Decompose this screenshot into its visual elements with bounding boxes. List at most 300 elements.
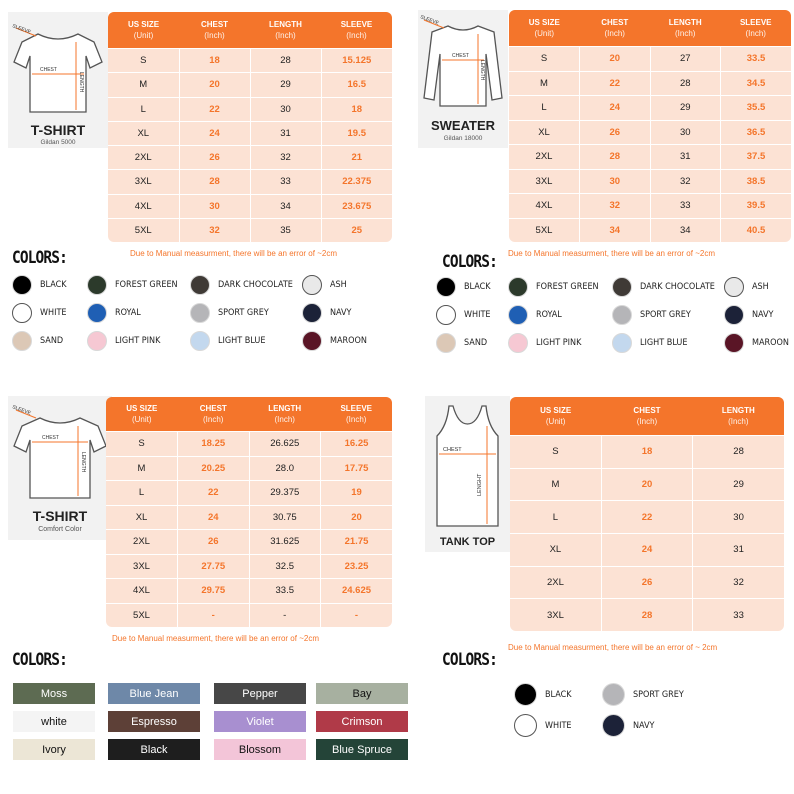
table-row	[106, 579, 392, 604]
table-cell: 38.5	[721, 169, 792, 194]
color-name: ASH	[330, 280, 347, 290]
table-row	[510, 566, 784, 599]
color-dot	[190, 275, 210, 295]
size-table-sweater	[509, 10, 791, 242]
color-chip[interactable]: Ivory	[13, 739, 95, 760]
diagram-label-sleeve: SLEEVE	[419, 14, 440, 27]
table-row	[108, 194, 392, 218]
color-chip[interactable]: Bay	[316, 683, 408, 704]
column-title: US SIZE	[126, 404, 158, 413]
color-name: FOREST GREEN	[115, 280, 178, 290]
table-cell: 5XL	[108, 218, 179, 242]
product-card-tshirt-gildan	[8, 12, 108, 148]
table-cell: S	[106, 432, 178, 457]
column-header	[108, 12, 179, 49]
column-header	[721, 10, 792, 47]
color-name: LIGHT BLUE	[640, 338, 688, 348]
column-unit: (Inch)	[604, 29, 625, 38]
column-header	[693, 397, 784, 436]
table-cell: 4XL	[106, 579, 178, 604]
color-dot	[190, 303, 210, 323]
color-swatch[interactable]	[12, 303, 67, 323]
table-cell: 2XL	[106, 530, 178, 555]
color-swatch[interactable]	[612, 333, 687, 353]
table-cell: L	[510, 501, 601, 534]
column-unit: (Inch)	[636, 417, 658, 426]
table-row	[108, 49, 392, 73]
column-unit: (Inch)	[728, 417, 749, 426]
measurement-note: Due to Manual measurment, there will be an error of ~2cm	[130, 249, 337, 258]
color-dot	[508, 305, 528, 325]
table-row	[509, 96, 791, 121]
table-row	[510, 501, 784, 534]
column-unit: (Unit)	[133, 31, 154, 40]
column-unit: (Unit)	[131, 415, 152, 424]
color-swatch[interactable]	[508, 333, 581, 353]
table-cell: L	[106, 481, 178, 506]
color-swatch[interactable]	[302, 303, 352, 323]
table-row	[106, 481, 392, 506]
table-cell: 22	[178, 481, 250, 506]
table-cell: 33	[693, 599, 784, 631]
column-header	[106, 397, 178, 432]
color-dot	[436, 305, 456, 325]
table-row	[509, 71, 791, 96]
table-cell: 20	[179, 73, 250, 97]
table-row	[108, 146, 392, 170]
color-name: LIGHT BLUE	[218, 336, 266, 346]
table-cell: 29	[650, 96, 721, 121]
table-cell: 32	[179, 218, 250, 242]
colors-heading: COLORS:	[442, 252, 497, 272]
color-name: ROYAL	[115, 308, 141, 318]
column-header	[178, 397, 250, 432]
table-row	[108, 73, 392, 97]
table-cell: 30	[250, 97, 321, 121]
table-row	[510, 599, 784, 631]
color-name: MAROON	[330, 336, 367, 346]
table-cell: 26	[580, 120, 651, 145]
color-chip[interactable]: Black	[108, 739, 200, 760]
table-cell: 3XL	[108, 170, 179, 194]
table-cell: 29.375	[249, 481, 321, 506]
table-cell: 34	[580, 218, 651, 242]
table-cell: 2XL	[108, 146, 179, 170]
color-chip[interactable]: white	[13, 711, 95, 732]
colors-heading: COLORS:	[12, 650, 67, 670]
color-chip[interactable]: Crimson	[316, 711, 408, 732]
color-swatch[interactable]	[724, 333, 789, 353]
color-dot	[12, 303, 32, 323]
column-header	[580, 10, 651, 47]
color-name: SAND	[40, 336, 64, 346]
column-header	[650, 10, 721, 47]
table-row	[106, 505, 392, 530]
color-dot	[436, 333, 456, 353]
color-name: NAVY	[633, 720, 655, 731]
table-cell: -	[321, 603, 393, 627]
color-dot	[724, 277, 744, 297]
table-cell: 20	[601, 468, 692, 501]
diagram-label-chest: CHEST	[42, 435, 59, 441]
color-swatch[interactable]	[508, 277, 599, 297]
diagram-label-chest: CHEST	[452, 53, 469, 59]
table-cell: 22	[179, 97, 250, 121]
table-cell: 35	[250, 218, 321, 242]
table-row	[509, 218, 791, 242]
table-cell: 28	[650, 71, 721, 96]
table-cell: 31	[250, 121, 321, 145]
color-name: SPORT GREY	[633, 689, 684, 700]
table-cell: XL	[108, 121, 179, 145]
table-cell: 29	[693, 468, 784, 501]
product-card-tanktop	[425, 396, 510, 552]
product-name: TANK TOP	[439, 536, 496, 548]
color-name: WHITE	[545, 720, 572, 731]
table-cell: 19.5	[321, 121, 392, 145]
color-dot	[514, 714, 537, 737]
table-cell: 28	[601, 599, 692, 631]
tshirt-diagram	[8, 396, 112, 508]
table-cell: 34	[250, 194, 321, 218]
color-name: NAVY	[330, 308, 352, 318]
table-cell: 33	[250, 170, 321, 194]
color-swatch[interactable]	[12, 275, 67, 295]
color-dot	[724, 305, 744, 325]
table-row	[108, 170, 392, 194]
table-cell: 3XL	[510, 599, 601, 631]
table-cell: -	[249, 603, 321, 627]
table-cell: S	[509, 47, 580, 72]
color-swatch[interactable]	[436, 305, 491, 325]
table-cell: 21.75	[321, 530, 393, 555]
color-name: SPORT GREY	[640, 310, 691, 320]
column-header	[510, 397, 601, 436]
product-card-tshirt-comfort	[8, 396, 112, 540]
column-unit: (Inch)	[745, 29, 766, 38]
color-name: BLACK	[545, 689, 572, 700]
column-title: SLEEVE	[340, 404, 373, 413]
table-cell: 25	[321, 218, 392, 242]
table-cell: 28	[250, 49, 321, 73]
table-row	[108, 97, 392, 121]
color-name: LIGHT PINK	[115, 336, 161, 346]
table-cell: M	[509, 71, 580, 96]
tanktop-diagram	[425, 396, 510, 536]
table-cell: 35.5	[721, 96, 792, 121]
table-cell: 15.125	[321, 49, 392, 73]
color-name: WHITE	[464, 310, 491, 320]
column-header	[250, 12, 321, 49]
size-table-tanktop	[510, 397, 784, 631]
table-cell: 20	[321, 505, 393, 530]
table-cell: 40.5	[721, 218, 792, 242]
color-chip[interactable]: Blue Jean	[108, 683, 200, 704]
table-cell: 30	[650, 120, 721, 145]
table-cell: 30	[179, 194, 250, 218]
table-cell: 20	[580, 47, 651, 72]
column-title: US SIZE	[127, 20, 160, 29]
table-cell: 39.5	[721, 194, 792, 219]
column-title: CHEST	[200, 20, 229, 29]
product-sub: Gildan 18000	[443, 135, 483, 142]
table-row	[108, 218, 392, 242]
table-cell: 3XL	[509, 169, 580, 194]
table-cell: M	[106, 456, 178, 481]
table-cell: 24	[601, 533, 692, 566]
color-dot	[612, 277, 632, 297]
column-title: LENGTH	[268, 404, 302, 413]
column-title: CHEST	[199, 404, 227, 413]
column-unit: (Inch)	[675, 29, 696, 38]
color-dot	[190, 331, 210, 351]
table-cell: 32	[650, 169, 721, 194]
table-cell: 28	[693, 436, 784, 469]
size-table-tshirt-gildan	[108, 12, 392, 242]
product-card-sweater	[418, 10, 508, 148]
table-row	[106, 530, 392, 555]
product-sub: Comfort Color	[38, 526, 82, 533]
color-swatch[interactable]	[508, 305, 562, 325]
color-name: ROYAL	[536, 310, 562, 320]
color-dot	[612, 333, 632, 353]
table-cell: 27.75	[178, 554, 250, 579]
color-dot	[514, 683, 537, 706]
color-swatch[interactable]	[87, 331, 160, 351]
table-cell: 31	[650, 145, 721, 170]
table-cell: XL	[509, 120, 580, 145]
color-name: WHITE	[40, 308, 67, 318]
color-name: FOREST GREEN	[536, 282, 599, 292]
table-cell: 18	[321, 97, 392, 121]
table-cell: L	[108, 97, 179, 121]
table-cell: 24.625	[321, 579, 393, 604]
color-swatch[interactable]	[190, 331, 265, 351]
table-cell: 3XL	[106, 554, 178, 579]
table-cell: 17.75	[321, 456, 393, 481]
color-chip[interactable]: Blue Spruce	[316, 739, 408, 760]
table-cell: M	[108, 73, 179, 97]
table-cell: 16.5	[321, 73, 392, 97]
table-cell: 28	[580, 145, 651, 170]
color-dot	[87, 303, 107, 323]
color-swatch[interactable]	[724, 277, 769, 297]
measurement-note: Due to Manual measurment, there will be an error of ~2cm	[112, 634, 319, 643]
color-swatch[interactable]	[602, 683, 684, 706]
color-name: DARK CHOCOLATE	[640, 282, 715, 292]
column-unit: (Inch)	[204, 31, 225, 40]
column-title: SLEEVE	[340, 20, 373, 29]
column-header	[321, 12, 392, 49]
color-name: BLACK	[40, 280, 67, 290]
colors-heading: COLORS:	[12, 248, 67, 268]
table-cell: 33.5	[721, 47, 792, 72]
color-swatch[interactable]	[12, 331, 63, 351]
column-title: CHEST	[601, 18, 629, 27]
column-title: US SIZE	[528, 18, 560, 27]
color-name: MAROON	[752, 338, 789, 348]
color-dot	[12, 331, 32, 351]
column-title: LENGTH	[668, 18, 702, 27]
product-sub: Gildan 5000	[40, 139, 76, 146]
color-chip[interactable]: Espresso	[108, 711, 200, 732]
table-cell: 2XL	[510, 566, 601, 599]
table-cell: 2XL	[509, 145, 580, 170]
table-cell: 27	[650, 47, 721, 72]
column-header	[601, 397, 692, 436]
table-cell: 24	[580, 96, 651, 121]
color-swatch[interactable]	[724, 305, 774, 325]
table-cell: XL	[106, 505, 178, 530]
color-dot	[602, 683, 625, 706]
table-cell: 22	[580, 71, 651, 96]
table-cell: 32	[580, 194, 651, 219]
table-cell: M	[510, 468, 601, 501]
column-title: LENGTH	[269, 20, 302, 29]
table-cell: 32	[693, 566, 784, 599]
column-unit: (Inch)	[275, 31, 296, 40]
product-name: T-SHIRT	[30, 122, 86, 138]
color-swatch[interactable]	[302, 275, 347, 295]
column-title: LENGTH	[721, 406, 755, 415]
table-cell: 33.5	[249, 579, 321, 604]
color-swatch[interactable]	[190, 275, 293, 295]
sweater-diagram	[418, 10, 508, 120]
color-chip[interactable]: Violet	[214, 711, 306, 732]
table-cell: 34	[650, 218, 721, 242]
color-dot	[612, 305, 632, 325]
diagram-label-length: LENGHT	[477, 473, 483, 496]
color-swatch[interactable]	[612, 277, 715, 297]
color-swatch[interactable]	[87, 303, 141, 323]
color-name: DARK CHOCOLATE	[218, 280, 293, 290]
table-cell: 28.0	[249, 456, 321, 481]
diagram-label-chest: CHEST	[443, 447, 462, 453]
color-name: SPORT GREY	[218, 308, 269, 318]
color-dot	[87, 331, 107, 351]
table-row	[509, 120, 791, 145]
color-swatch[interactable]	[436, 333, 487, 353]
table-cell: 32.5	[249, 554, 321, 579]
column-header	[249, 397, 321, 432]
color-swatch[interactable]	[87, 275, 178, 295]
color-swatch[interactable]	[514, 683, 572, 706]
column-title: US SIZE	[540, 406, 572, 415]
table-cell: 32	[250, 146, 321, 170]
product-name: T-SHIRT	[32, 508, 88, 524]
table-cell: S	[108, 49, 179, 73]
color-chip[interactable]: Blossom	[214, 739, 306, 760]
table-cell: 21	[321, 146, 392, 170]
column-title: SLEEVE	[739, 18, 772, 27]
color-dot	[302, 331, 322, 351]
table-cell: 4XL	[509, 194, 580, 219]
column-unit: (Inch)	[346, 415, 367, 424]
table-cell: 18	[601, 436, 692, 469]
table-cell: 24	[178, 505, 250, 530]
color-chip[interactable]: Moss	[13, 683, 95, 704]
table-cell: XL	[510, 533, 601, 566]
product-name: SWEATER	[430, 118, 496, 133]
table-row	[106, 432, 392, 457]
color-dot	[508, 333, 528, 353]
table-row	[509, 47, 791, 72]
table-row	[509, 194, 791, 219]
color-swatch[interactable]	[602, 714, 655, 737]
table-row	[510, 436, 784, 469]
table-cell: 36.5	[721, 120, 792, 145]
color-dot	[302, 303, 322, 323]
color-dot	[724, 333, 744, 353]
table-cell: 5XL	[509, 218, 580, 242]
diagram-label-chest: CHEST	[40, 67, 57, 73]
color-swatch[interactable]	[514, 714, 572, 737]
column-unit: (Inch)	[274, 415, 295, 424]
table-cell: L	[509, 96, 580, 121]
table-row	[510, 533, 784, 566]
table-cell: 18.25	[178, 432, 250, 457]
column-header	[321, 397, 393, 432]
diagram-label-length: LENGTH	[80, 452, 86, 473]
table-cell: 33	[650, 194, 721, 219]
color-name: NAVY	[752, 310, 774, 320]
table-cell: 16.25	[321, 432, 393, 457]
table-cell: 31.625	[249, 530, 321, 555]
column-header	[179, 12, 250, 49]
table-row	[509, 145, 791, 170]
table-cell: 24	[179, 121, 250, 145]
color-swatch[interactable]	[612, 305, 691, 325]
measurement-note: Due to Manual measurment, there will be an error of ~2cm	[508, 249, 715, 258]
column-unit: (Unit)	[545, 417, 566, 426]
column-unit: (Unit)	[534, 29, 555, 38]
colors-heading: COLORS:	[442, 650, 497, 670]
table-cell: 20.25	[178, 456, 250, 481]
table-cell: 34.5	[721, 71, 792, 96]
table-cell: 29	[250, 73, 321, 97]
table-cell: 26.625	[249, 432, 321, 457]
color-dot	[602, 714, 625, 737]
color-chip[interactable]: Pepper	[214, 683, 306, 704]
table-cell: 29.75	[178, 579, 250, 604]
table-cell: 30	[580, 169, 651, 194]
table-cell: 23.25	[321, 554, 393, 579]
diagram-label-length: LENGTH	[479, 60, 485, 81]
table-cell: 4XL	[108, 194, 179, 218]
size-table-tshirt-comfort	[106, 397, 392, 627]
color-dot	[87, 275, 107, 295]
table-cell: 31	[693, 533, 784, 566]
color-swatch[interactable]	[436, 277, 491, 297]
color-swatch[interactable]	[302, 331, 367, 351]
table-cell: 26	[179, 146, 250, 170]
table-row	[106, 603, 392, 627]
color-swatch[interactable]	[190, 303, 269, 323]
table-cell: 22	[601, 501, 692, 534]
table-cell: 28	[179, 170, 250, 194]
table-row	[510, 468, 784, 501]
table-cell: 26	[178, 530, 250, 555]
color-name: BLACK	[464, 282, 491, 292]
table-cell: 23.675	[321, 194, 392, 218]
diagram-label-sleeve: SLEEVE	[11, 404, 32, 417]
color-dot	[508, 277, 528, 297]
table-row	[509, 169, 791, 194]
table-row	[108, 121, 392, 145]
color-name: LIGHT PINK	[536, 338, 582, 348]
table-cell: S	[510, 436, 601, 469]
column-unit: (Inch)	[203, 415, 224, 424]
